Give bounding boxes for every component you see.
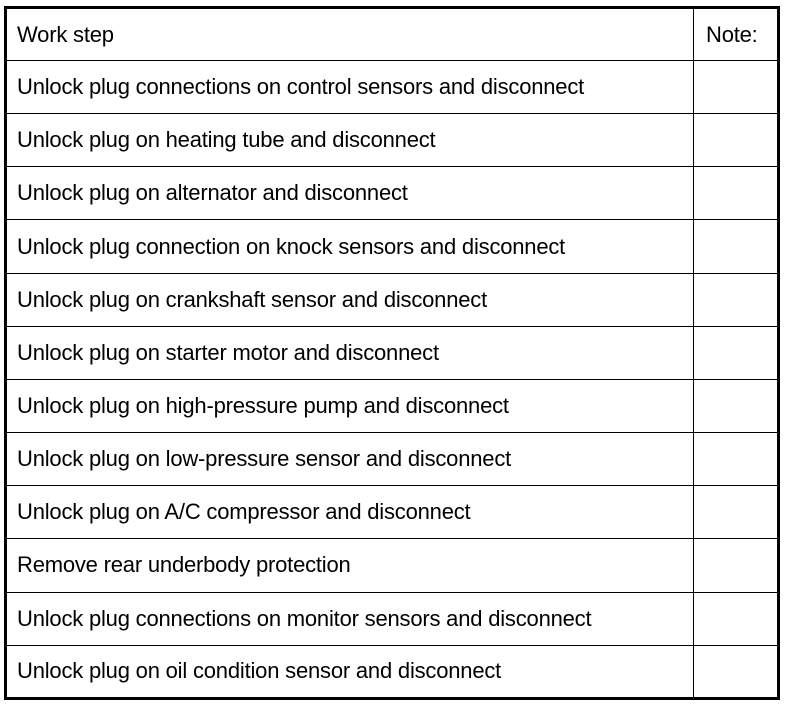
work-step-cell: Unlock plug on heating tube and disconnect (6, 114, 694, 167)
work-step-cell: Unlock plug on A/C compressor and disconnect (6, 486, 694, 539)
note-cell (694, 220, 779, 273)
table-row (6, 592, 779, 645)
note-cell (694, 273, 779, 326)
table-row (6, 326, 779, 379)
table-row (6, 539, 779, 592)
work-step-cell: Unlock plug on high-pressure pump and disconnect (6, 379, 694, 432)
note-cell (694, 433, 779, 486)
table-header-row (6, 8, 779, 61)
work-step-cell: Unlock plug on starter motor and disconnect (6, 326, 694, 379)
note-cell (694, 539, 779, 592)
work-step-cell: Remove rear underbody protection (6, 539, 694, 592)
work-step-cell: Unlock plug connection on knock sensors and disconnect (6, 220, 694, 273)
note-cell (694, 61, 779, 114)
table-row (6, 114, 779, 167)
work-step-cell: Unlock plug on crankshaft sensor and disconnect (6, 273, 694, 326)
note-cell (694, 592, 779, 645)
note-cell (694, 326, 779, 379)
table-row (6, 167, 779, 220)
work-step-table (4, 6, 780, 700)
work-step-cell: Unlock plug on low-pressure sensor and disconnect (6, 433, 694, 486)
table-row (6, 220, 779, 273)
table-row (6, 61, 779, 114)
table-row (6, 433, 779, 486)
work-step-cell: Unlock plug on alternator and disconnect (6, 167, 694, 220)
work-step-cell: Unlock plug connections on monitor sensors and disconnect (6, 592, 694, 645)
note-cell (694, 167, 779, 220)
table-row (6, 645, 779, 698)
note-cell (694, 114, 779, 167)
work-step-header: Work step (6, 8, 694, 61)
table-row (6, 273, 779, 326)
note-cell (694, 486, 779, 539)
note-header: Note: (694, 8, 779, 61)
work-step-cell: Unlock plug connections on control sensors and disconnect (6, 61, 694, 114)
work-step-cell: Unlock plug on oil condition sensor and disconnect (6, 645, 694, 698)
table-row (6, 486, 779, 539)
note-cell (694, 645, 779, 698)
note-cell (694, 379, 779, 432)
table-row (6, 379, 779, 432)
